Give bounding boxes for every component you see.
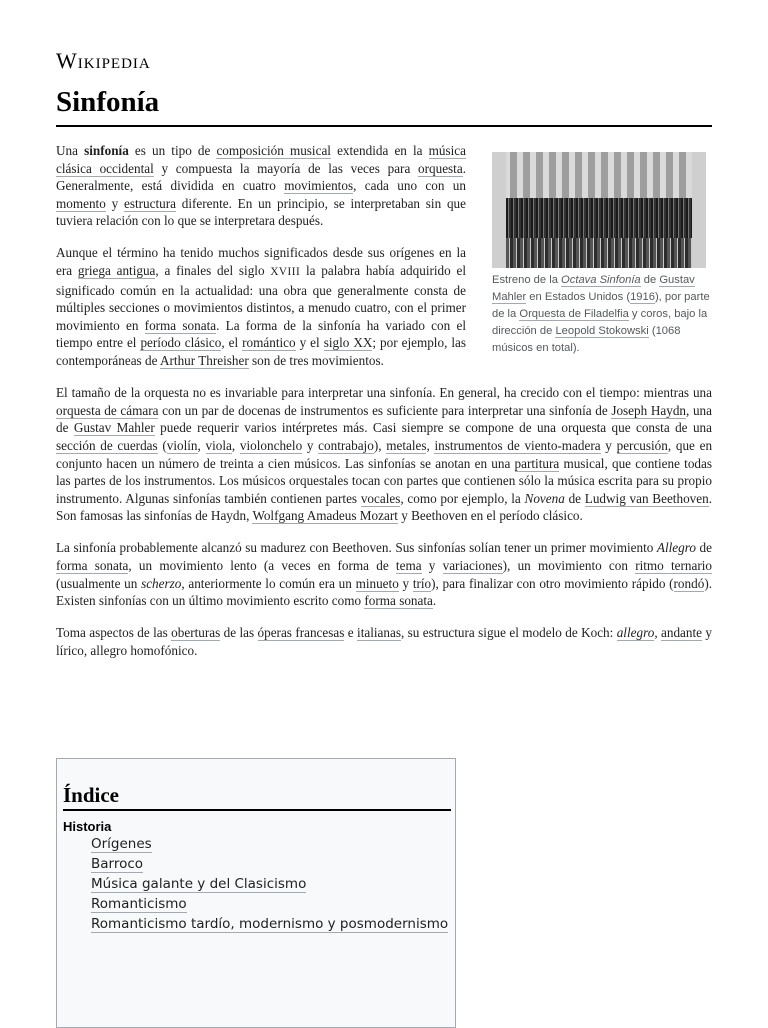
text-run: , un movimiento lento (a veces en forma de <box>128 557 396 573</box>
text-run: Aunque el término ha tenido muchos significados desde sus orígenes en la era <box>56 245 466 279</box>
toc-item[interactable] <box>91 894 455 914</box>
text-run: , a finales del siglo <box>155 263 271 279</box>
wiki-link[interactable]: andante <box>661 625 703 641</box>
wiki-link[interactable]: Arthur Threisher <box>160 353 249 369</box>
text-run: y <box>421 557 443 573</box>
wiki-link[interactable]: forma sonata <box>144 317 217 333</box>
text-run: de <box>695 540 712 556</box>
wiki-link[interactable]: oberturas <box>171 625 221 641</box>
text-run: , anteriormente lo común era un <box>181 575 356 591</box>
text-run: , una de <box>56 402 713 436</box>
text-run: XVIII <box>270 266 301 279</box>
toc-link-romanticismo[interactable]: Romanticismo <box>91 896 187 912</box>
text-run: diferente. En un principio, se interpretaban sin que tuviera relación con lo que se interpretara después. <box>56 195 466 229</box>
wiki-link[interactable]: composición musical <box>216 143 331 158</box>
text-run: y <box>600 437 617 453</box>
wiki-link[interactable]: variaciones <box>442 557 503 573</box>
figure-caption <box>492 272 712 357</box>
wiki-link[interactable]: forma sonata <box>56 557 129 573</box>
wiki-link[interactable]: minueto <box>355 575 399 591</box>
article-body <box>56 142 712 674</box>
toc-link-origenes[interactable]: Orígenes <box>91 836 152 852</box>
toc-link-musica-galante[interactable]: Música galante y del Clasicismo <box>91 876 307 892</box>
text-run: son de tres movimientos. <box>248 353 384 369</box>
wiki-link[interactable]: sección de cuerdas <box>56 437 158 453</box>
text-run: scherzo <box>141 575 182 591</box>
wiki-link[interactable]: violín <box>166 437 198 453</box>
toc-item[interactable] <box>91 914 455 934</box>
toc-link-romanticismo-tardio[interactable]: Romanticismo tardío, modernismo y posmodernismo <box>91 916 449 932</box>
wiki-link[interactable]: ritmo ternario <box>635 557 713 573</box>
text-run: ). Existen sinfonías con un último movimiento escrito como <box>56 575 713 609</box>
wiki-link[interactable]: forma sonata <box>364 593 433 609</box>
text-run: Una <box>56 143 85 158</box>
wiki-link[interactable]: Joseph Haydn <box>611 402 687 418</box>
text-run: y coros, bajo la dirección de <box>492 308 708 337</box>
wiki-link[interactable]: rondó <box>673 575 705 591</box>
wiki-link[interactable]: trío <box>412 575 432 591</box>
text-run: , el <box>221 335 243 351</box>
wiki-link[interactable]: estructura <box>123 195 176 211</box>
toc-item[interactable] <box>91 854 455 874</box>
wiki-link[interactable]: período clásico <box>140 335 222 351</box>
text-run: Toma aspectos de las <box>56 625 172 641</box>
orchestra-photo[interactable] <box>492 152 706 268</box>
text-run: y <box>302 437 319 453</box>
text-run: ( <box>157 437 167 453</box>
text-run: El tamaño de la orquesta no es invariable para interpretar una sinfonía. En general, ha crecido con el tiempo: mientras una <box>56 385 712 401</box>
wiki-link[interactable]: Ludwig van Beethoven <box>584 490 709 506</box>
wiki-link[interactable]: vocales <box>360 490 401 506</box>
wiki-link[interactable]: violonchelo <box>239 437 303 453</box>
text-run: , que en conjunto hacen un número de treinta a cien músicos. Las sinfonías se anotan en una <box>56 437 713 471</box>
toc-title: Índice <box>63 783 451 811</box>
wikipedia-wordmark: Wikipedia <box>56 48 151 73</box>
toc-link-barroco[interactable]: Barroco <box>91 856 144 872</box>
wiki-link[interactable]: Octava Sinfonía <box>561 274 641 286</box>
text-run: , cada uno con un <box>353 178 466 194</box>
text-run: sinfonía <box>84 143 129 158</box>
wiki-link[interactable]: metales <box>386 437 427 453</box>
text-run: musical, que contiene todas las partes de los instrumentos. Los músicos orquestales tocan con partes que contienen sólo la música escrita para su propio instrumento. Algunas sinfonías también contienen partes <box>56 455 712 506</box>
toc-section-historia: Historia <box>63 819 112 834</box>
text-run: Novena <box>524 490 565 506</box>
wiki-link[interactable]: instrumentos de viento-madera <box>434 437 601 453</box>
text-run: . La forma de la sinfonía ha variado con el tiempo entre el <box>56 317 466 351</box>
text-run: ), para finalizar con otro movimiento rápido ( <box>431 575 674 591</box>
text-run: , como por ejemplo, la <box>400 490 525 506</box>
text-run: , su estructura sigue el modelo de Koch: <box>400 625 617 641</box>
text-run: y <box>398 575 413 591</box>
wiki-link[interactable]: viola <box>205 437 232 453</box>
wiki-link[interactable]: griega antigua <box>77 263 156 279</box>
wiki-link[interactable]: movimientos <box>284 178 354 194</box>
wiki-link[interactable]: Wolfgang Amadeus Mozart <box>252 508 398 524</box>
wiki-link[interactable]: óperas francesas <box>257 625 345 641</box>
text-run: y el <box>295 335 324 351</box>
text-run: , <box>231 437 240 453</box>
wiki-link[interactable]: 1916 <box>630 291 655 303</box>
figure <box>492 152 712 357</box>
paragraph-orchestra <box>56 384 712 525</box>
text-run: La sinfonía probablemente alcanzó su madurez con Beethoven. Sus sinfonías solían tener un primer movimiento <box>56 540 657 556</box>
text-run: de las <box>220 625 258 641</box>
table-of-contents <box>56 758 456 1028</box>
wiki-link[interactable]: música clásica occidental <box>56 143 466 176</box>
text-run: extendida en la <box>330 143 429 158</box>
toc-item[interactable] <box>91 874 455 894</box>
text-run: en Estados Unidos ( <box>526 291 631 303</box>
wiki-link[interactable]: siglo XX <box>323 335 373 351</box>
text-run: de <box>640 274 660 286</box>
text-run: e <box>344 625 358 641</box>
text-run: puede requerir varios intérpretes más. Casi siempre se compone de una orquesta que consta de una <box>154 420 712 436</box>
wiki-link[interactable]: italianas <box>357 625 401 641</box>
text-run: ), por parte de la <box>492 291 710 320</box>
paragraph-beethoven <box>56 539 712 609</box>
text-run: . Son famosas las sinfonías de Haydn, <box>56 490 713 524</box>
text-run: (usualmente un <box>56 575 142 591</box>
text-run: . Generalmente, está dividida en cuatro <box>56 160 466 194</box>
wiki-link[interactable]: allegro <box>616 625 655 641</box>
text-run: y Beethoven en el período clásico. <box>397 508 583 524</box>
text-run: y <box>105 195 124 211</box>
text-run: de <box>564 490 585 506</box>
wiki-link[interactable]: Gustav Mahler <box>492 274 695 303</box>
text-run: . <box>432 593 437 609</box>
text-run: (1068 músicos en total). <box>492 325 681 354</box>
wiki-link[interactable]: partitura <box>514 455 560 471</box>
wiki-link[interactable]: Orquesta de Filadelfia <box>519 308 629 320</box>
text-run: , <box>197 437 206 453</box>
text-run: con un par de docenas de instrumentos es suficiente para interpretar una sinfonía de <box>158 402 612 418</box>
text-run: y lírico, allegro homofónico. <box>56 625 712 658</box>
toc-list <box>57 834 455 934</box>
wiki-link[interactable]: momento <box>56 195 106 211</box>
wiki-link[interactable]: Gustav Mahler <box>73 420 155 436</box>
toc-item[interactable] <box>91 834 455 854</box>
text-run: ; por ejemplo, las contemporáneas de <box>56 335 466 369</box>
text-run: Estreno de la <box>492 274 562 286</box>
text-run: ), un movimiento con <box>502 557 636 573</box>
text-run: , <box>654 625 661 641</box>
text-run: la palabra había adquirido el significado común en la actualidad: una obra que generalmente consta de múltiples secciones o movimientos distintos, a menudo cuatro, con el primer movimiento en <box>56 263 467 333</box>
text-run: ), <box>373 437 387 453</box>
paragraph-structure <box>56 624 712 659</box>
title-divider <box>56 125 712 127</box>
wiki-link[interactable]: orquesta <box>418 160 463 176</box>
text-run: es un tipo de <box>128 143 217 158</box>
wiki-link[interactable]: contrabajo <box>318 437 374 453</box>
text-run: y compuesta la mayoría de las veces para <box>153 160 419 176</box>
text-run: Allegro <box>656 540 696 556</box>
wiki-link[interactable]: romántico <box>242 335 296 351</box>
text-run: , <box>426 437 435 453</box>
wiki-link[interactable]: Leopold Stokowski <box>555 325 649 337</box>
wiki-link[interactable]: tema <box>395 557 422 573</box>
wiki-link[interactable]: orquesta de cámara <box>56 402 159 418</box>
wiki-link[interactable]: percusión <box>616 437 668 453</box>
page-title: Sinfonía <box>56 86 160 118</box>
